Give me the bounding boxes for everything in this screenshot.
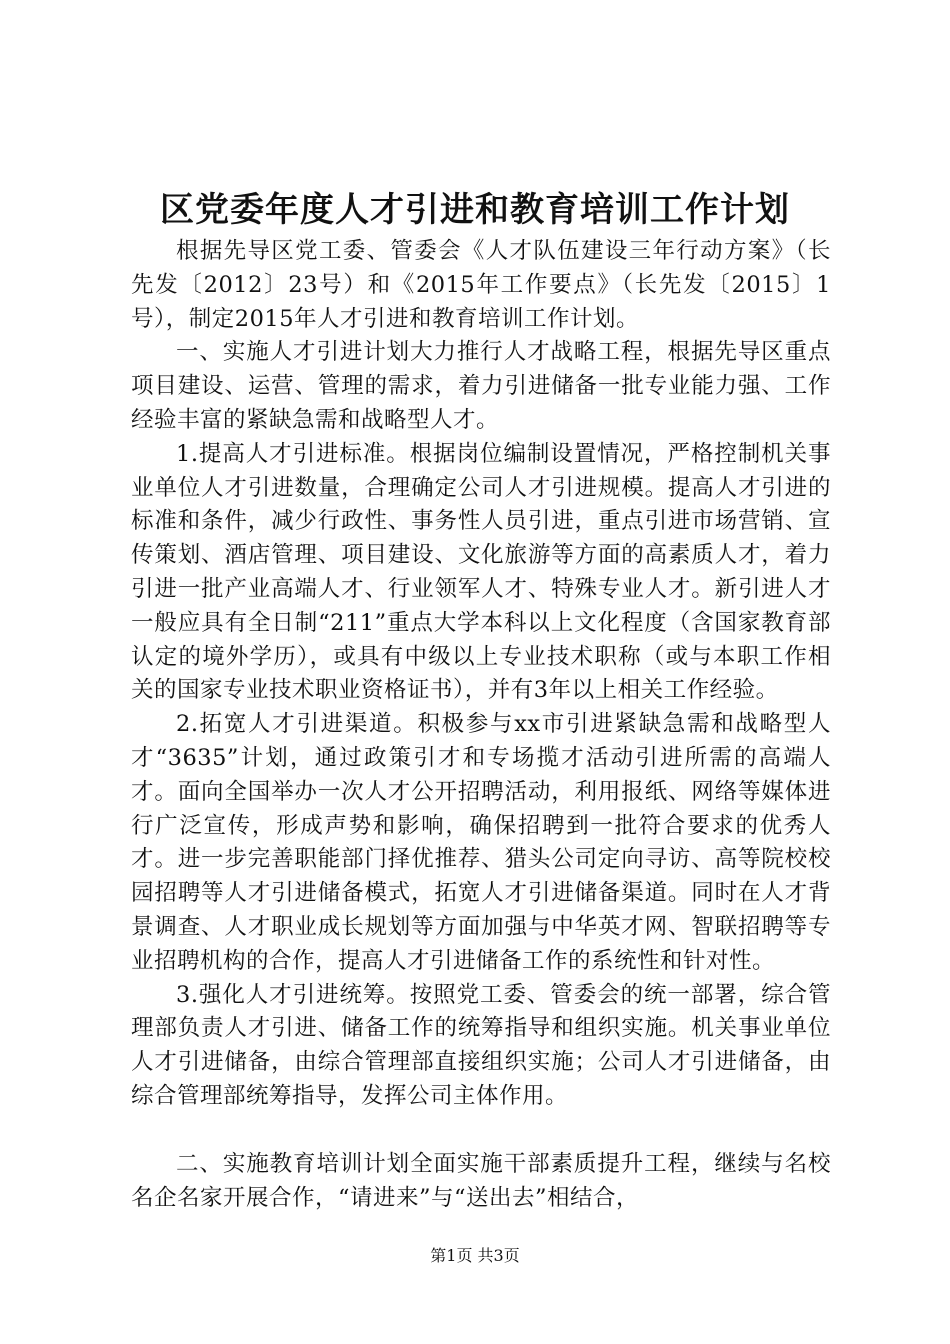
paragraph-section-1: 一、实施人才引进计划大力推行人才战略工程，根据先导区重点项目建设、运营、管理的需求，着力引进储备一批专业能力强、工作经验丰富的紧缺急需和战略型人才。 — [131, 339, 831, 433]
document-body — [131, 235, 831, 1215]
paragraph-item-3: 3.强化人才引进统筹。按照党工委、管委会的统一部署，综合管理部负责人才引进、储备工作的统筹指导和组织实施。机关事业单位人才引进储备，由综合管理部直接组织实施；公司人才引进储备，由综合管理部统筹指导，发挥公司主体作用。 — [131, 981, 831, 1109]
paragraph-item-2: 2.拓宽人才引进渠道。积极参与xx市引进紧缺急需和战略型人才“3635”计划，通过政策引才和专场揽才活动引进所需的高端人才。面向全国举办一次人才公开招聘活动，利用报纸、网络等媒体进行广泛宣传，形成声势和影响，确保招聘到一批符合要求的优秀人才。进一步完善职能部门择优推荐、猎头公司定向寻访、高等院校校园招聘等人才引进储备模式，拓宽人才引进储备渠道。同时在人才背景调查、人才职业成长规划等方面加强与中华英才网、智联招聘等专业招聘机构的合作，提高人才引进储备工作的系统性和针对性。 — [131, 711, 831, 974]
page-number-footer: 第1页 共3页 — [430, 1246, 520, 1265]
document-title: 区党委年度人才引进和教育培训工作计划 — [160, 190, 790, 230]
paragraph-item-1: 1.提高人才引进标准。根据岗位编制设置情况，严格控制机关事业单位人才引进数量，合理确定公司人才引进规模。提高人才引进的标准和条件，减少行政性、事务性人员引进，重点引进市场营销、宣传策划、酒店管理、项目建设、文化旅游等方面的高素质人才，着力引进一批产业高端人才、行业领军人才、特殊专业人才。新引进人才一般应具有全日制“211”重点大学本科以上文化程度（含国家教育部认定的境外学历），或具有中级以上专业技术职称（或与本职工作相关的国家专业技术职业资格证书），并有3年以上相关工作经验。 — [131, 440, 831, 704]
paragraph-intro: 根据先导区党工委、管委会《人才队伍建设三年行动方案》（长先发〔2012〕23号）和《2015年工作要点》（长先发〔2015〕1号），制定2015年人才引进和教育培训工作计划。 — [131, 238, 831, 332]
paragraph-section-2: 二、实施教育培训计划全面实施干部素质提升工程，继续与名校名企名家开展合作，“请进来”与“送出去”相结合， — [131, 1150, 831, 1211]
